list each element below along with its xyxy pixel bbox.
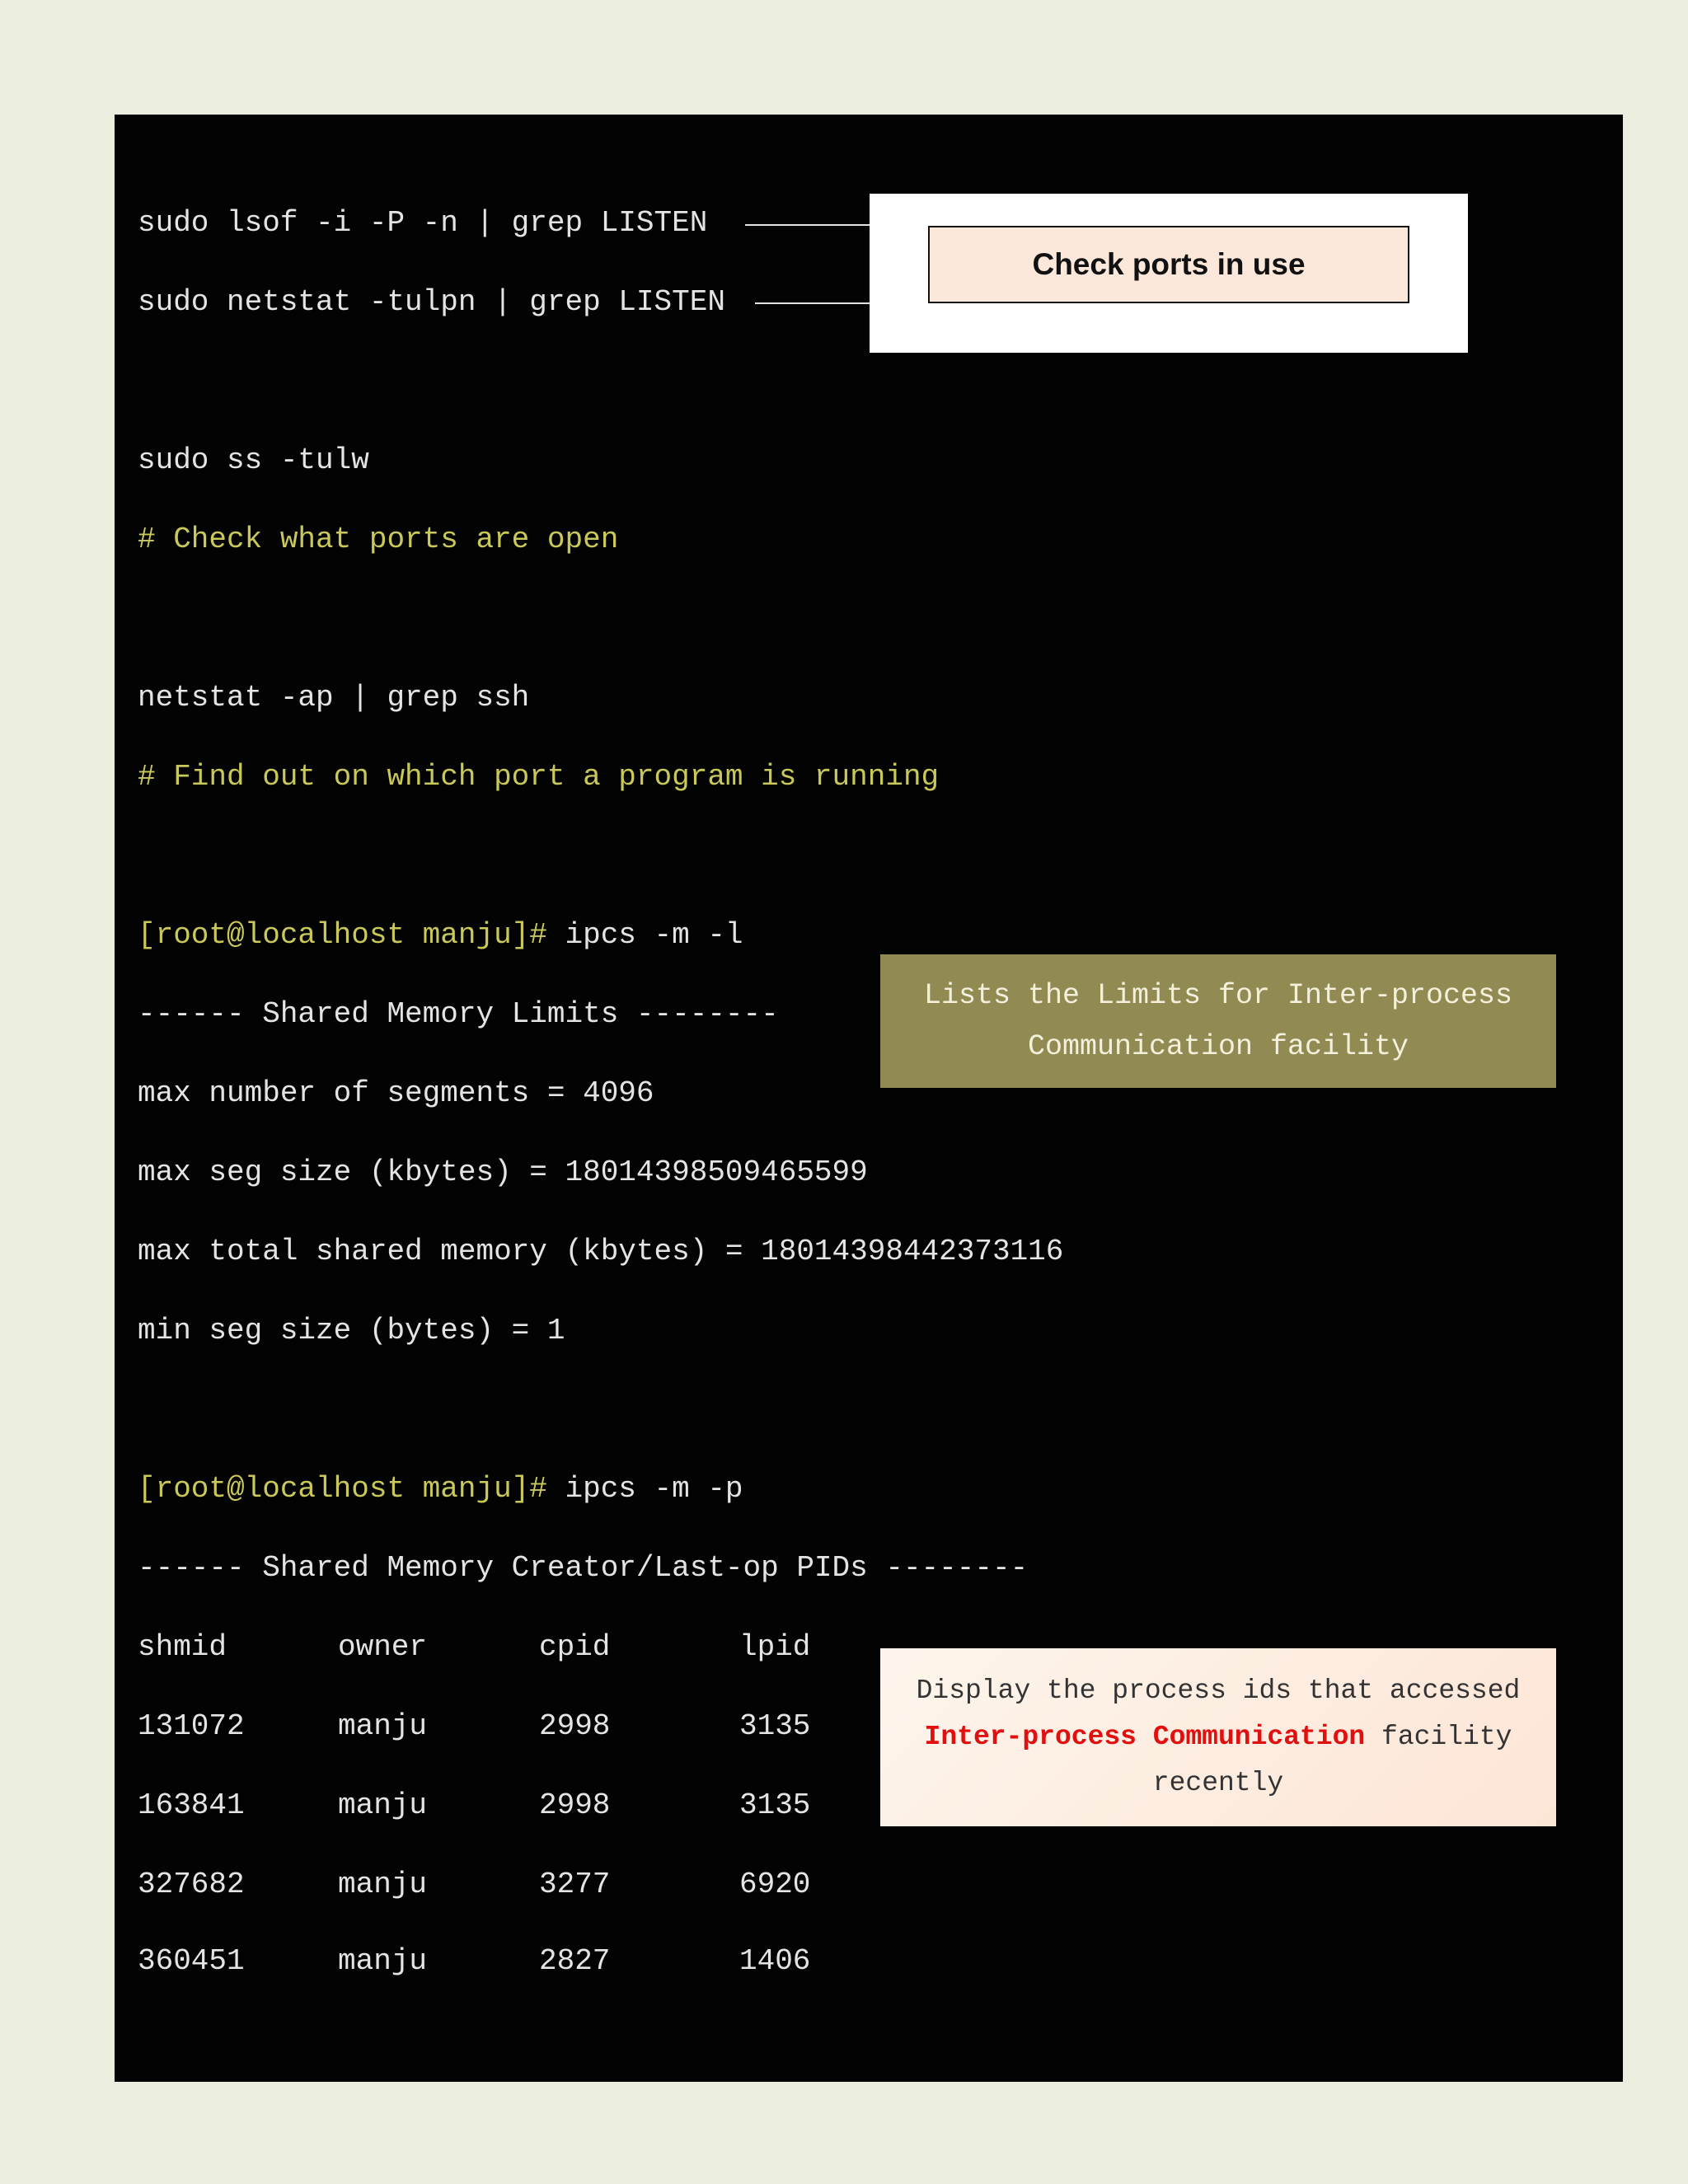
cell-lpid: 6920 [739,1868,811,1901]
ss-command: sudo ss -tulw [138,443,369,477]
cell-owner: manju [338,1868,428,1901]
netstat-command: sudo netstat -tulpn | grep LISTEN [138,285,725,319]
cell-shmid: 163841 [138,1788,245,1822]
connector-line-lsof [745,224,870,226]
cell-shmid: 327682 [138,1868,245,1901]
cell-owner: manju [338,1709,428,1743]
ipcs-pids-command: ipcs -m -p [546,1472,743,1506]
callout-pids-line1: Display the process ids that accessed [916,1675,1521,1706]
column-header-owner: owner [338,1630,428,1664]
cell-lpid: 3135 [739,1788,811,1822]
shell-prompt: [root@localhost manju]# [138,918,547,952]
connector-line-netstat [755,302,870,304]
cell-lpid: 1406 [739,1944,811,1978]
callout-ports-box [870,194,1468,353]
max-segments-line: max number of segments = 4096 [138,1076,654,1110]
cell-owner: manju [338,1788,428,1822]
cell-cpid: 2998 [539,1788,611,1822]
cell-owner: manju [338,1944,428,1978]
callout-limits-box [880,954,1556,1088]
max-total-line: max total shared memory (kbytes) = 18014398442373116 [138,1235,1064,1268]
ipcs-limits-command: ipcs -m -l [546,918,743,952]
min-seg-size-line: min seg size (bytes) = 1 [138,1314,565,1347]
column-header-shmid: shmid [138,1630,227,1664]
limits-header: ------ Shared Memory Limits -------- [138,997,779,1031]
lsof-command: sudo lsof -i -P -n | grep LISTEN [138,206,708,240]
ss-comment: # Check what ports are open [138,523,619,556]
cell-cpid: 3277 [539,1868,611,1901]
callout-pids-highlight: Inter-process Communication [924,1722,1366,1752]
netstat-ap-command: netstat -ap | grep ssh [138,681,530,715]
callout-limits-line1: Lists the Limits for Inter-process [923,979,1513,1012]
cell-shmid: 131072 [138,1709,245,1743]
callout-pids-line3: recently [1152,1768,1284,1798]
callout-pids-box [880,1648,1556,1826]
callout-ports-label: Check ports in use [928,226,1409,303]
cell-shmid: 360451 [138,1944,245,1978]
cell-cpid: 2998 [539,1709,611,1743]
column-header-cpid: cpid [539,1630,611,1664]
callout-pids-line2-rest: facility [1365,1722,1512,1752]
netstat-ap-comment: # Find out on which port a program is running [138,760,940,794]
cell-cpid: 2827 [539,1944,611,1978]
max-seg-size-line: max seg size (kbytes) = 18014398509465599 [138,1155,868,1189]
callout-pids-line2 [880,1714,1556,1760]
cell-lpid: 3135 [739,1709,811,1743]
ipcs-limits-command-line [138,917,743,954]
pids-header: ------ Shared Memory Creator/Last-op PIDs -------- [138,1551,1029,1585]
ipcs-pids-command-line [138,1471,743,1507]
callout-limits-line2: Communication facility [1027,1030,1409,1063]
column-header-lpid: lpid [739,1630,811,1664]
shell-prompt: [root@localhost manju]# [138,1472,547,1506]
